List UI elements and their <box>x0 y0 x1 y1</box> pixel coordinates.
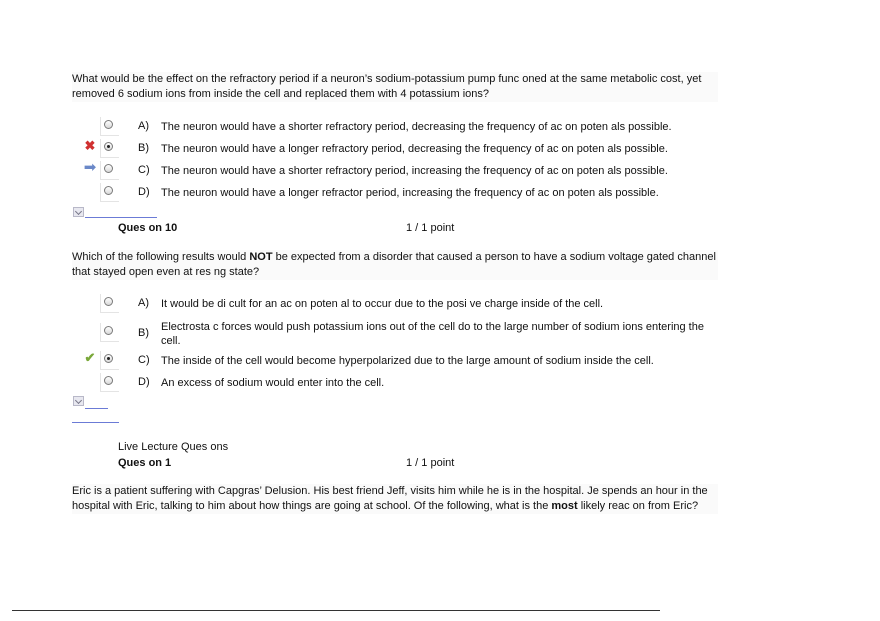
correct-check-icon: ✔ <box>84 350 96 365</box>
expand-feedback-icon[interactable] <box>73 207 84 217</box>
question-emphasis: most <box>551 500 578 512</box>
question-text-part: Which of the following results would <box>72 251 250 263</box>
question-score: 1 / 1 point <box>406 222 455 234</box>
option-letter: C) <box>138 164 150 176</box>
question-text <box>72 250 718 280</box>
question-heading: Ques on 10 <box>118 222 178 234</box>
option-text: The neuron would have a longer refractor period, increasing the frequency of ac on poten als possible. <box>161 187 659 199</box>
radio-box <box>100 351 119 370</box>
incorrect-x-icon: ✖ <box>84 138 96 153</box>
option-letter: B) <box>138 327 149 339</box>
section-link-underline[interactable] <box>72 422 119 423</box>
question-heading: Ques on 1 <box>118 457 172 469</box>
option-text: The neuron would have a shorter refractory period, increasing the frequency of ac on poten als possible. <box>161 165 668 177</box>
option-text: The neuron would have a shorter refractory period, decreasing the frequency of ac on poten als possible. <box>161 121 672 133</box>
question-text: What would be the effect on the refractory period if a neuron’s sodium-potassium pump func oned at the same metabolic cost, yet removed 6 sodium ions from inside the cell and replaced them with 4 potassium ions? <box>72 72 718 102</box>
radio-box <box>100 323 119 342</box>
radio-button[interactable] <box>104 326 113 335</box>
radio-box <box>100 161 119 180</box>
question-text-part: be expected from a disorder that caused a person to have a sodium voltage gated channel that stayed open even at res ng state? <box>72 251 716 278</box>
feedback-link-underline[interactable] <box>85 408 108 409</box>
radio-button[interactable] <box>104 376 113 385</box>
radio-button[interactable] <box>104 186 113 195</box>
option-letter: A) <box>138 297 149 309</box>
radio-box <box>100 373 119 392</box>
option-text: The neuron would have a longer refractory period, decreasing the frequency of ac on poten als possible. <box>161 143 668 155</box>
expand-feedback-icon[interactable] <box>73 396 84 406</box>
question-score: 1 / 1 point <box>406 457 455 469</box>
correct-answer-arrow-icon: ➡ <box>83 159 97 176</box>
question-text-part: Eric is a patient suffering with Capgras’ Delusion. His best friend Jeff, visits him while he is in the hospital. Je spends an hour in the hospital with Eric, talking to him about how things are going at school. Of the following, what is the <box>72 485 708 512</box>
option-text: An excess of sodium would enter into the cell. <box>161 377 385 389</box>
radio-button[interactable] <box>104 297 113 306</box>
option-letter: A) <box>138 120 149 132</box>
question-text-part: likely reac on from Eric? <box>577 500 699 512</box>
answer-option-a[interactable] <box>72 294 718 314</box>
option-text: It would be di cult for an ac on poten al to occur due to the posi ve charge inside of the cell. <box>161 298 604 310</box>
radio-box <box>100 294 119 313</box>
answer-option-c[interactable] <box>72 351 718 371</box>
answer-option-d[interactable] <box>72 373 718 393</box>
option-text: Electrosta c forces would push potassium ions out of the cell do to the large number of sodium ions entering the cell. <box>161 321 704 347</box>
question-text <box>72 484 718 514</box>
answer-option-b[interactable] <box>72 320 718 348</box>
feedback-link-underline[interactable] <box>85 217 157 218</box>
page-footer-rule <box>12 610 660 611</box>
question-emphasis: NOT <box>249 251 273 263</box>
answer-option-a[interactable] <box>72 117 718 137</box>
option-text: The inside of the cell would become hyperpolarized due to the large amount of sodium inside the cell. <box>161 355 654 367</box>
option-letter: D) <box>138 186 150 198</box>
option-letter: B) <box>138 142 149 154</box>
radio-button[interactable] <box>104 164 113 173</box>
option-letter: D) <box>138 376 150 388</box>
answer-option-b[interactable] <box>72 139 718 159</box>
radio-button[interactable] <box>104 120 113 129</box>
option-letter: C) <box>138 354 150 366</box>
radio-box <box>100 183 119 202</box>
radio-button-selected[interactable] <box>104 142 113 151</box>
answer-option-d[interactable] <box>72 183 718 203</box>
answer-option-c[interactable] <box>72 161 718 181</box>
section-title: Live Lecture Ques ons <box>118 441 229 453</box>
radio-box <box>100 117 119 136</box>
radio-button-selected[interactable] <box>104 354 113 363</box>
radio-box <box>100 139 119 158</box>
